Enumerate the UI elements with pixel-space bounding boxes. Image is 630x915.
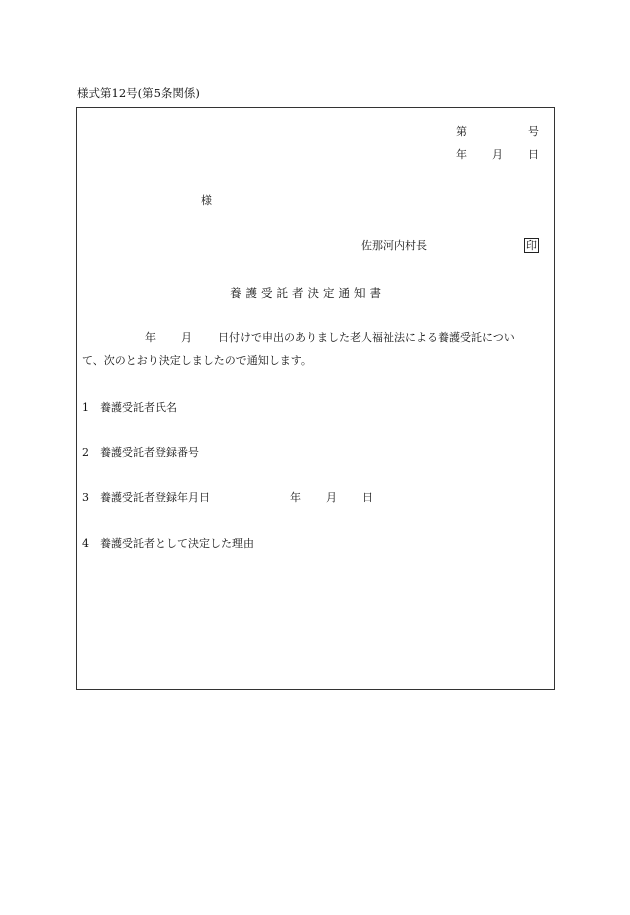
document-frame — [76, 107, 555, 690]
sender-name: 佐那河内村長 — [361, 239, 427, 252]
date-year: 年 — [456, 148, 467, 161]
item3-day: 日 — [362, 491, 373, 504]
doc-number-suffix: 号 — [528, 125, 539, 138]
item-number: 3 — [82, 491, 89, 504]
item3-month: 月 — [326, 491, 337, 504]
seal-mark — [524, 238, 539, 253]
document-title: 養護受託者決定通知書 — [230, 286, 385, 300]
body-line2: て、次のとおり決定しましたので通知します。 — [82, 354, 312, 367]
date-day: 日 — [528, 148, 539, 161]
item3-year: 年 — [290, 491, 301, 504]
item-label-registration-date: 養護受託者登録年月日 — [100, 491, 210, 504]
addressee-suffix: 様 — [201, 194, 212, 207]
item-label-reason: 養護受託者として決定した理由 — [100, 537, 254, 550]
item-number: 4 — [82, 537, 89, 550]
body-line1: 日付けで申出のありました老人福祉法による養護受託につい — [218, 331, 515, 344]
date-month: 月 — [492, 148, 503, 161]
body-month: 月 — [181, 331, 192, 344]
item-label-registration-number: 養護受託者登録番号 — [100, 446, 199, 459]
doc-number-prefix: 第 — [456, 125, 467, 138]
form-number-label: 様式第12号(第5条関係) — [77, 86, 200, 100]
item-label-name: 養護受託者氏名 — [100, 401, 177, 414]
body-year: 年 — [145, 331, 156, 344]
item-number: 2 — [82, 446, 89, 459]
seal-text: 印 — [526, 239, 537, 252]
item-number: 1 — [82, 401, 89, 414]
